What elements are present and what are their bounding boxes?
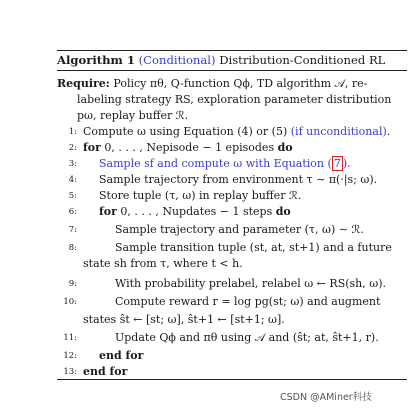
top-rule — [57, 50, 407, 51]
bottom-rule — [57, 379, 407, 380]
require-line-1: Policy πθ, Q-function Qϕ, TD algorithm 𝒜, re- — [113, 77, 368, 90]
watermark: CSDN @AMiner科技 — [280, 392, 372, 403]
require-block — [57, 76, 407, 124]
algorithm-label: Algorithm 1 — [57, 53, 135, 67]
require-line-2: labeling strategy RS, exploration parameter distribution — [77, 93, 392, 106]
algorithm-title — [57, 53, 385, 67]
equation-ref-link[interactable]: 7 — [333, 157, 341, 170]
require-keyword: Require: — [57, 77, 110, 90]
title-rest: Distribution-Conditioned RL — [219, 53, 386, 67]
require-line-3: pω, replay buffer ℛ. — [77, 109, 189, 122]
title-conditional: (Conditional) — [138, 53, 216, 67]
mid-rule — [57, 70, 407, 71]
